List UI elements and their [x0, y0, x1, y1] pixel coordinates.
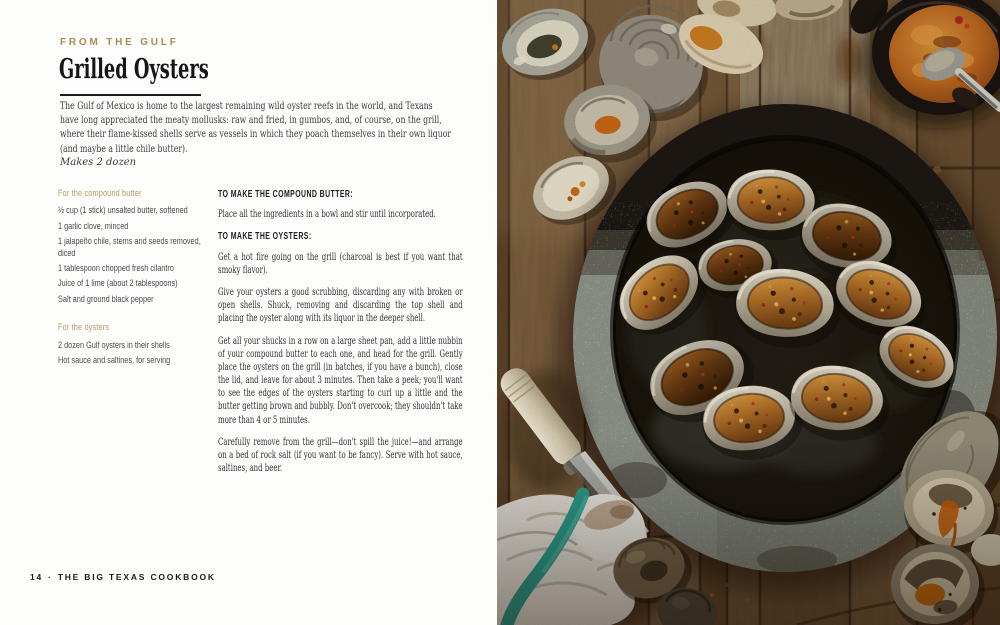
ingredient-group-compound-butter [58, 188, 209, 305]
recipe-yield: Makes 2 dozen [60, 157, 137, 168]
book-title: THE BIG TEXAS COOKBOOK [57, 572, 216, 582]
ingredient-item: 1 tablespoon chopped fresh cilantro [58, 262, 174, 274]
ingredient-item: Juice of 1 lime (about 2 tablespoons) [58, 278, 178, 290]
ingredient-group-heading: For the compound butter [58, 188, 142, 199]
method-heading: TO MAKE THE COMPOUND BUTTER: [218, 189, 354, 200]
method-paragraph: Get all your shucks in a row on a large sheet pan, add a little nubbin of your compound butter to each one, and head for the grill. Gently place the oysters on the grill (in batches, if you have a bunch), close the lid, and leave for about 3 minutes. Then take a peek; you'll want to see the edges of the oysters starting to curl up a little and the butter getting brown and bubbly. Don't overcook; they shouldn't take more than 4 or 5 minutes. [218, 335, 463, 426]
ingredients-column [58, 188, 209, 370]
ingredient-group-oysters [58, 322, 209, 366]
ingredient-item: Hot sauce and saltines, for serving [58, 354, 171, 366]
recipe-title: Grilled Oysters [59, 54, 209, 85]
ingredient-item: 2 dozen Gulf oysters in their shells [58, 339, 170, 351]
ingredient-item: Salt and ground black pepper [58, 293, 154, 305]
method-heading: TO MAKE THE OYSTERS: [218, 231, 312, 243]
recipe-page [0, 0, 497, 625]
method-paragraph: Give your oysters a good scrubbing, discarding any with broken or open shells. Shuck, removing and discarding the top shell and placing the oyster along with its liquor in the deeper shell. [218, 286, 463, 325]
recipe-photo [497, 0, 1000, 625]
method-paragraph: Get a hot fire going on the grill (charcoal is best if you want that smoky flavor). [218, 251, 463, 276]
title-underline [60, 94, 201, 96]
ingredient-group-heading: For the oysters [58, 322, 110, 334]
footer-separator: · [48, 572, 53, 582]
ingredient-item: 1 jalapeño chile, stems and seeds removed, diced [58, 236, 201, 259]
oyster-photo-illustration [497, 0, 1000, 625]
method-paragraph: Place all the ingredients in a bowl and stir until incorporated. [218, 209, 436, 221]
page-footer [30, 572, 216, 582]
recipe-intro: The Gulf of Mexico is home to the largest remaining wild oyster reefs in the world, and Texans have long appreciated the meaty mollusks: raw and fried, in gumbos, and, of course, on the grill, where their flame-kissed shells serve as vessels in which they poach themselves in their own liquor (and maybe a little chile butter). [60, 101, 452, 155]
method-column [218, 188, 463, 484]
method-paragraph: Carefully remove from the grill—don't spill the juice!—and arrange on a bed of rock salt (if you want to be fancy). Serve with hot sauce, saltines, and beer. [218, 436, 463, 475]
ingredient-item: 1 garlic clove, minced [58, 220, 129, 232]
section-eyebrow: FROM THE GULF [60, 37, 179, 48]
page-number: 14 [30, 572, 44, 582]
ingredient-item: ½ cup (1 stick) unsalted butter, softened [58, 205, 188, 217]
